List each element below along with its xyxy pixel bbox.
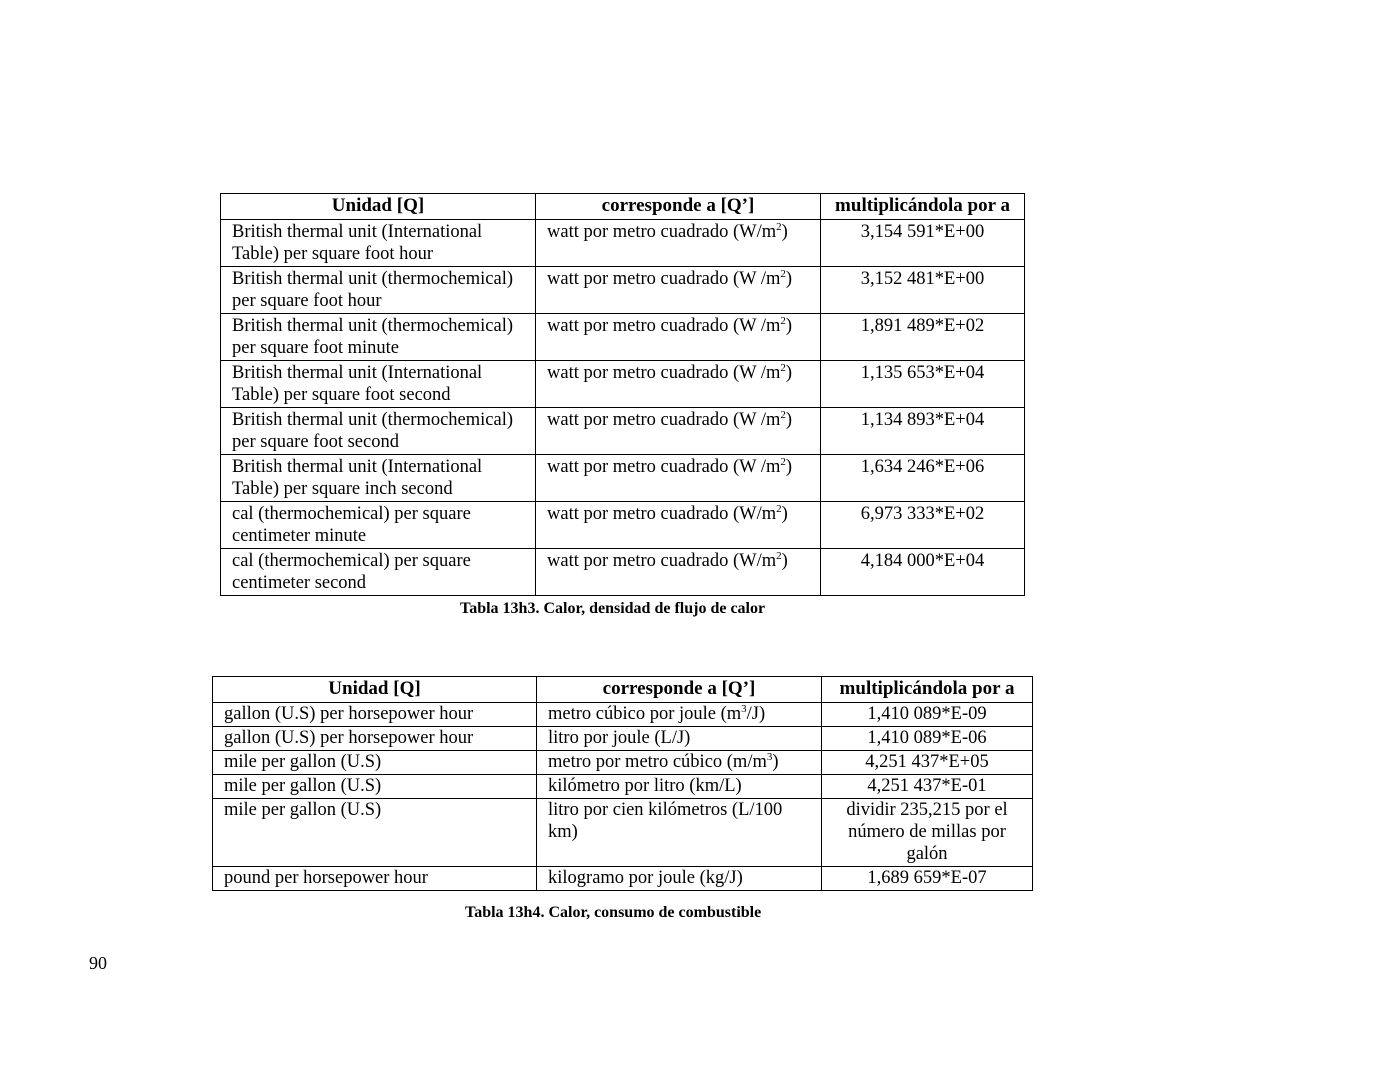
si-unit-text: metro por metro cúbico (m/m (548, 752, 767, 772)
table-caption-13h3: Tabla 13h3. Calor, densidad de flujo de calor (460, 600, 766, 617)
cell-unit: British thermal unit (International Table) per square foot second (221, 361, 536, 408)
cell-si-unit (537, 867, 822, 891)
cell-unit: pound per horsepower hour (213, 867, 537, 891)
cell-factor: 3,154 591*E+00 (821, 220, 1025, 267)
cell-si-unit (536, 455, 821, 502)
si-unit-text: metro cúbico por joule (m (548, 704, 742, 724)
cell-factor: 4,251 437*E-01 (822, 775, 1033, 799)
cell-factor: dividir 235,215 por el número de millas por galón (822, 799, 1033, 867)
cell-factor: 1,689 659*E-07 (822, 867, 1033, 891)
cell-unit: gallon (U.S) per horsepower hour (213, 727, 537, 751)
cell-si-unit (537, 703, 822, 727)
si-unit-text: watt por metro cuadrado (W /m (547, 410, 781, 430)
column-header-corresponds: corresponde a [Q’] (537, 677, 822, 703)
si-unit-text: watt por metro cuadrado (W/m (547, 222, 777, 242)
si-unit-suffix: ) (785, 316, 793, 336)
cell-unit: British thermal unit (thermochemical) per square foot second (221, 408, 536, 455)
si-unit-text: watt por metro cuadrado (W/m (547, 551, 777, 571)
column-header-multiply: multiplicándola por a (821, 194, 1025, 220)
table-row (221, 314, 1025, 361)
cell-unit: cal (thermochemical) per square centimeter minute (221, 502, 536, 549)
page-number: 90 (89, 953, 107, 973)
table-row (221, 267, 1025, 314)
cell-unit: British thermal unit (International Table) per square foot hour (221, 220, 536, 267)
si-unit-suffix: ) (785, 269, 793, 289)
column-header-unit: Unidad [Q] (213, 677, 537, 703)
table-row (213, 867, 1033, 891)
table-row (213, 751, 1033, 775)
cell-si-unit (537, 727, 822, 751)
cell-factor: 1,410 089*E-06 (822, 727, 1033, 751)
cell-si-unit (537, 775, 822, 799)
cell-unit: British thermal unit (International Table) per square inch second (221, 455, 536, 502)
cell-si-unit (537, 751, 822, 775)
si-unit-text: watt por metro cuadrado (W/m (547, 504, 777, 524)
exponent: 2 (780, 268, 786, 280)
fuel-consumption-table (212, 676, 1033, 891)
table-header-row (221, 194, 1025, 220)
si-unit-suffix: ) (781, 222, 788, 242)
table-row (221, 361, 1025, 408)
table-row (213, 799, 1033, 867)
cell-si-unit (536, 220, 821, 267)
cell-unit: mile per gallon (U.S) (213, 775, 537, 799)
si-unit-suffix: ) (781, 504, 788, 524)
exponent: 3 (741, 703, 747, 715)
si-unit-suffix: /J) (746, 704, 766, 724)
table-row (221, 455, 1025, 502)
column-header-multiply: multiplicándola por a (822, 677, 1033, 703)
cell-factor: 1,891 489*E+02 (821, 314, 1025, 361)
column-header-unit: Unidad [Q] (221, 194, 536, 220)
exponent: 2 (780, 409, 786, 421)
si-unit-text: watt por metro cuadrado (W /m (547, 269, 781, 289)
table-header-row (213, 677, 1033, 703)
si-unit-text: litro por cien kilómetros (L/100 km) (548, 800, 783, 842)
cell-unit: British thermal unit (thermochemical) per square foot minute (221, 314, 536, 361)
exponent: 2 (780, 456, 786, 468)
cell-unit: cal (thermochemical) per square centimeter second (221, 549, 536, 596)
table-row (221, 502, 1025, 549)
table-row (213, 703, 1033, 727)
cell-si-unit (536, 502, 821, 549)
cell-factor: 6,973 333*E+02 (821, 502, 1025, 549)
cell-unit: mile per gallon (U.S) (213, 799, 537, 867)
heat-flux-density-table (220, 193, 1025, 596)
table-row (221, 549, 1025, 596)
cell-unit: British thermal unit (thermochemical) per square foot hour (221, 267, 536, 314)
cell-si-unit (536, 314, 821, 361)
si-unit-suffix: ) (785, 363, 793, 383)
cell-factor: 1,135 653*E+04 (821, 361, 1025, 408)
si-unit-suffix: ) (785, 457, 793, 477)
exponent: 3 (766, 751, 773, 763)
si-unit-suffix: ) (772, 752, 779, 772)
table-row (213, 727, 1033, 751)
si-unit-suffix: ) (781, 551, 788, 571)
cell-si-unit (536, 267, 821, 314)
cell-factor: 4,251 437*E+05 (822, 751, 1033, 775)
exponent: 2 (780, 362, 786, 374)
table-caption-13h4: Tabla 13h4. Calor, consumo de combustible (465, 904, 762, 921)
table-row (221, 220, 1025, 267)
cell-factor: 1,134 893*E+04 (821, 408, 1025, 455)
exponent: 2 (776, 503, 782, 515)
cell-si-unit (537, 799, 822, 867)
exponent: 2 (776, 221, 782, 233)
si-unit-text: watt por metro cuadrado (W /m (547, 363, 781, 383)
table-row (221, 408, 1025, 455)
si-unit-text: watt por metro cuadrado (W /m (547, 457, 781, 477)
cell-factor: 1,634 246*E+06 (821, 455, 1025, 502)
cell-factor: 4,184 000*E+04 (821, 549, 1025, 596)
si-unit-text: kilómetro por litro (km/L) (548, 776, 742, 796)
cell-factor: 3,152 481*E+00 (821, 267, 1025, 314)
cell-factor: 1,410 089*E-09 (822, 703, 1033, 727)
cell-si-unit (536, 408, 821, 455)
column-header-corresponds: corresponde a [Q’] (536, 194, 821, 220)
exponent: 2 (776, 550, 782, 562)
exponent: 2 (780, 315, 786, 327)
si-unit-text: kilogramo por joule (kg/J) (548, 868, 743, 888)
si-unit-text: watt por metro cuadrado (W /m (547, 316, 781, 336)
cell-unit: gallon (U.S) per horsepower hour (213, 703, 537, 727)
cell-unit: mile per gallon (U.S) (213, 751, 537, 775)
cell-si-unit (536, 549, 821, 596)
si-unit-suffix: ) (785, 410, 793, 430)
cell-si-unit (536, 361, 821, 408)
table-row (213, 775, 1033, 799)
si-unit-text: litro por joule (L/J) (548, 728, 691, 748)
